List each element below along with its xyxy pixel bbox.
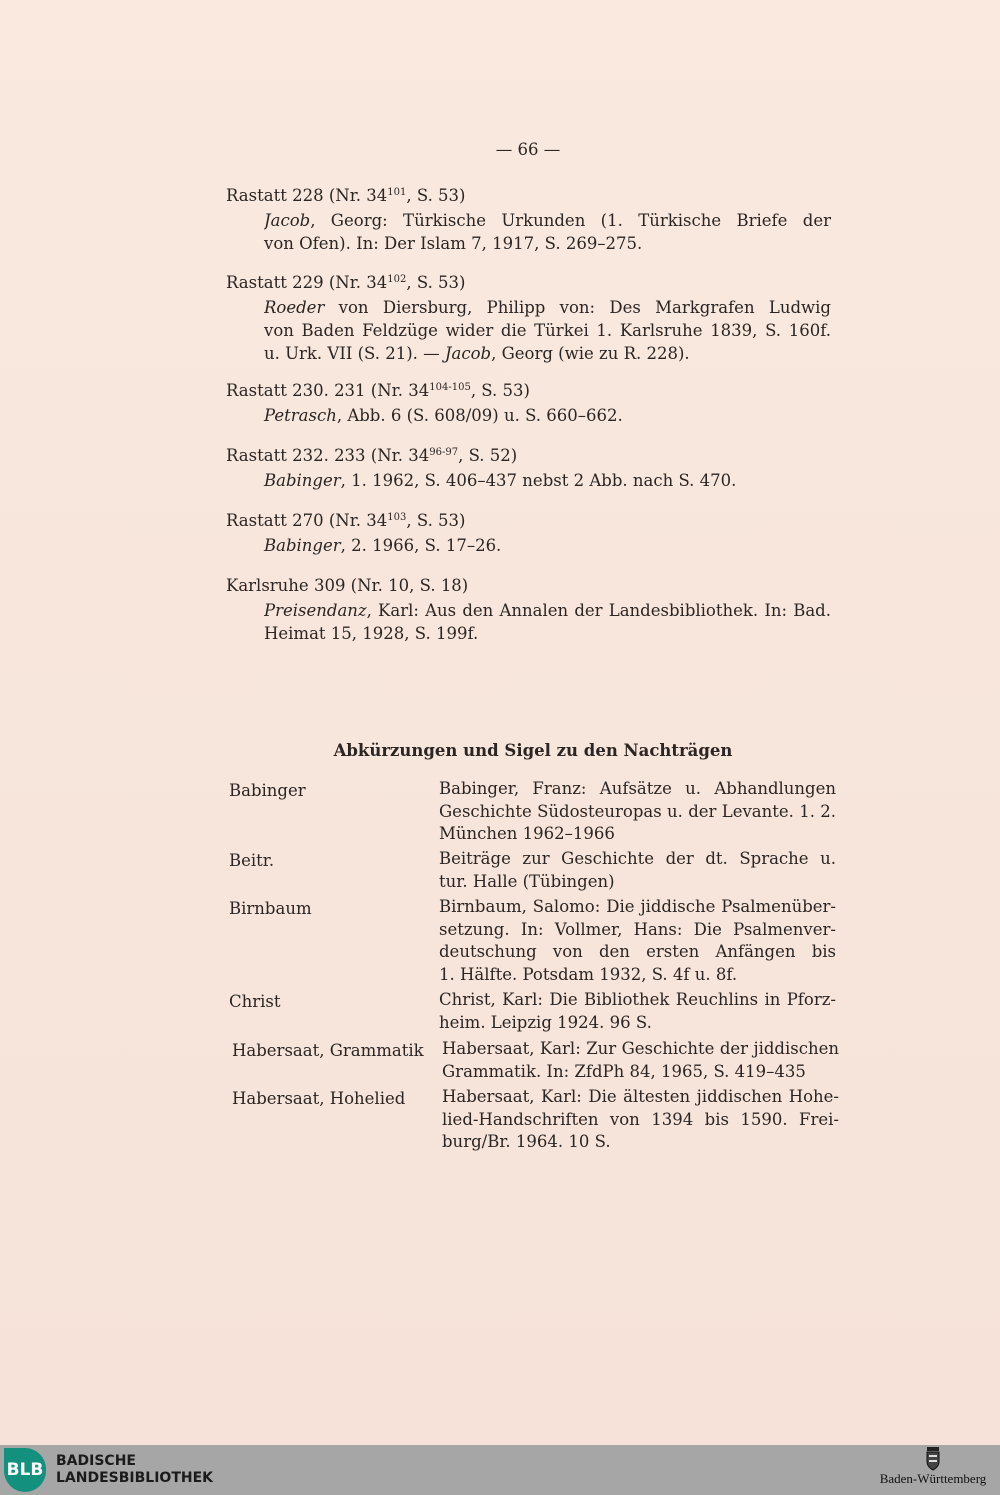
entry-heading-superscript: 103 xyxy=(387,512,407,523)
author-name: Babinger xyxy=(264,536,341,555)
state-logo[interactable] xyxy=(868,1447,998,1487)
author-name: Babinger xyxy=(264,471,341,490)
abbreviation-definition-line: Habersaat, Karl: Die ältesten jiddischen Hohe- xyxy=(442,1087,839,1106)
entry-heading xyxy=(226,576,468,596)
library-name[interactable] xyxy=(56,1453,213,1487)
citation-text: von Ofen). In: Der Islam 7, 1917, S. 269–275. xyxy=(264,234,643,253)
abbreviation-definition-line: 1. Hälfte. Potsdam 1932, S. 4f u. 8f. xyxy=(439,964,738,984)
entry-citation-line xyxy=(264,298,831,318)
abbreviation-definition-line: Grammatik. In: ZfdPh 84, 1965, S. 419–435 xyxy=(442,1061,806,1081)
entry-citation-line xyxy=(264,234,642,254)
author-name: Preisendanz xyxy=(264,601,367,620)
entry-heading-text: Karlsruhe 309 (Nr. 10, S. 18) xyxy=(226,576,469,595)
entry-citation-line xyxy=(264,406,623,426)
citation-text: , Georg (wie zu R. 228). xyxy=(491,344,690,363)
abbreviation-key: Christ xyxy=(229,992,281,1011)
abbreviation-definition-line: München 1962–1966 xyxy=(439,824,615,844)
abbreviation-definition-line: Geschichte Südosteuropas u. der Levante. 1. 2. xyxy=(439,801,836,821)
entry-heading-superscript: 96-97 xyxy=(429,447,459,458)
abbreviation-definition-line: lied-Handschriften von 1394 bis 1590. Frei- xyxy=(442,1109,839,1129)
entry-heading xyxy=(226,186,466,206)
abbreviation-key: Beitr. xyxy=(229,851,275,870)
entry-citation-line xyxy=(264,471,736,491)
abbreviation-key: Birnbaum xyxy=(229,899,312,918)
entry-heading-superscript: 102 xyxy=(387,274,407,285)
entry-heading-suffix: , S. 53) xyxy=(406,186,466,205)
abbreviation-definition-line: burg/Br. 1964. 10 S. xyxy=(442,1132,611,1152)
blb-logo[interactable]: BLB xyxy=(4,1448,46,1492)
entry-heading-text: Rastatt 230. 231 (Nr. 34 xyxy=(226,381,430,400)
abbreviation-definition-line: Babinger, Franz: Aufsätze u. Abhandlungen xyxy=(439,779,836,798)
abbreviation-definition-line: heim. Leipzig 1924. 96 S. xyxy=(439,1012,652,1032)
entry-heading-superscript: 101 xyxy=(387,187,407,198)
entry-heading-suffix: , S. 53) xyxy=(406,511,466,530)
entry-citation-line xyxy=(264,536,501,556)
abbreviation-definition-line: setzung. In: Vollmer, Hans: Die Psalmenver- xyxy=(439,919,836,939)
entry-heading xyxy=(226,446,517,466)
entry-citation-line xyxy=(264,344,690,364)
library-name-line2: LANDESBIBLIOTHEK xyxy=(56,1470,214,1486)
entry-heading-text: Rastatt 229 (Nr. 34 xyxy=(226,273,388,292)
citation-text: von Baden Feldzüge wider die Türkei 1. Karlsruhe 1839, S. 160f. xyxy=(264,321,831,340)
author-name: Roeder xyxy=(264,298,325,317)
citation-text: , 2. 1966, S. 17–26. xyxy=(340,536,502,555)
abbreviation-definition-line: Birnbaum, Salomo: Die jiddische Psalmenüber- xyxy=(439,897,836,916)
abbreviation-definition-line: Habersaat, Karl: Zur Geschichte der jiddischen xyxy=(442,1039,839,1058)
entry-heading-suffix: , S. 52) xyxy=(458,446,518,465)
abbreviation-definition-line: Christ, Karl: Die Bibliothek Reuchlins in Pforz- xyxy=(439,990,836,1009)
abbreviation-key: Habersaat, Hohelied xyxy=(232,1089,406,1108)
citation-text: , 1. 1962, S. 406–437 nebst 2 Abb. nach S. 470. xyxy=(340,471,737,490)
citation-text: , Georg: Türkische Urkunden (1. Türkische Briefe der xyxy=(310,211,831,230)
abbreviation-key: Babinger xyxy=(229,781,306,800)
citation-text: von Diersburg, Philipp von: Des Markgrafen Ludwig xyxy=(338,298,831,317)
author-name: Jacob xyxy=(264,211,311,230)
entry-citation-line xyxy=(264,601,831,621)
abbreviation-definition-line: deutschung von den ersten Anfängen bis xyxy=(439,942,836,962)
author-name: Jacob xyxy=(444,344,492,363)
entry-heading-text: Rastatt 270 (Nr. 34 xyxy=(226,511,388,530)
entry-citation-line xyxy=(264,624,478,644)
citation-text: Heimat 15, 1928, S. 199f. xyxy=(264,624,479,643)
entry-heading-suffix: , S. 53) xyxy=(470,381,530,400)
entry-heading-suffix: , S. 53) xyxy=(406,273,466,292)
abbreviation-definition-line: Beiträge zur Geschichte der dt. Sprache u. xyxy=(439,849,836,868)
author-name: Petrasch xyxy=(264,406,337,425)
library-name-line1: BADISCHE xyxy=(56,1453,136,1469)
entry-heading-superscript: 104-105 xyxy=(429,382,471,393)
state-name: Baden-Württemberg xyxy=(879,1471,987,1486)
abbreviation-key: Habersaat, Grammatik xyxy=(232,1041,424,1060)
entry-heading-text: Rastatt 228 (Nr. 34 xyxy=(226,186,388,205)
citation-text: , Abb. 6 (S. 608/09) u. S. 660–662. xyxy=(336,406,623,425)
entry-heading-text: Rastatt 232. 233 (Nr. 34 xyxy=(226,446,430,465)
entry-heading xyxy=(226,273,466,293)
abbreviations-title: Abkürzungen und Sigel zu den Nachträgen xyxy=(333,741,733,760)
entry-heading xyxy=(226,511,466,531)
footer-bar xyxy=(0,1445,1000,1495)
citation-text: , Karl: Aus den Annalen der Landesbibliothek. In: Bad. xyxy=(366,601,831,620)
page-number: — 66 — xyxy=(495,140,561,159)
citation-text: u. Urk. VII (S. 21). — xyxy=(264,344,445,363)
entry-citation-line xyxy=(264,321,831,341)
entry-heading xyxy=(226,381,530,401)
coat-of-arms-icon xyxy=(925,1447,941,1471)
abbreviation-definition-line: tur. Halle (Tübingen) xyxy=(439,871,615,891)
entry-citation-line xyxy=(264,211,831,231)
